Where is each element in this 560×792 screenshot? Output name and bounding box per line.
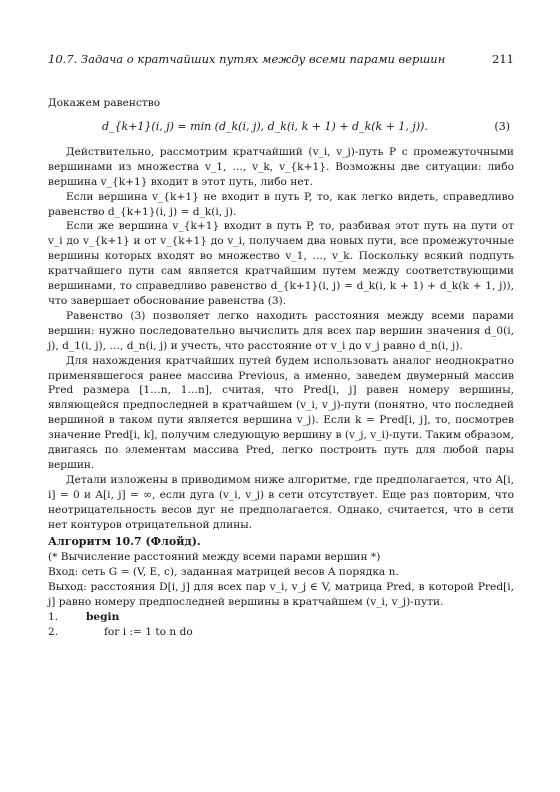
algorithm-comment: (* Вычисление расстояний между всеми парами вершин *): [48, 551, 381, 564]
algorithm-title: Алгоритм 10.7 (Флойд).: [48, 535, 201, 549]
running-header: [48, 52, 514, 72]
page-number: 211: [492, 52, 514, 66]
equation-formula: d_{k+1}(i, j) = min (d_k(i, j), d_k(i, k + 1) + d_k(k + 1, j)).: [102, 119, 428, 133]
equation-number: (3): [494, 119, 510, 133]
code-line: [48, 625, 514, 640]
intro-line: Докажем равенство: [48, 97, 161, 109]
section-title: 10.7. Задача о кратчайших путях между всеми парами вершин: [48, 52, 446, 66]
paragraph-case-2: Если же вершина v_{k+1} входит в путь P, то, разбивая этот путь на пути от v_i до v_{k+1} и от v_{k+1} до v_i, получаем два новых пути, все промежуточные вершины которых входят во множество v_1, …, v_k. Поскольку всякий подпуть кратчайшего пути сам является кратчайшим путем между соответствующими вершинами, то справедливо равенство d_{k+1}(i, j) = d_k(i, k + 1) + d_k(k + 1, j)), что завершает обоснование равенства (3).: [48, 220, 514, 307]
code-line-number: 1.: [48, 611, 59, 623]
code-line-text: begin: [86, 611, 120, 623]
code-line-text: for i := 1 to n do: [104, 626, 193, 638]
code-line-number: 2.: [48, 626, 59, 638]
algorithm-output: Выход: расстояния D[i, j] для всех пар v_i, v_j ∈ V, матрица Pred, в которой Pred[i, j] равно номеру предпоследней вершины в кратчайшем (v_i, v_j)-пути.: [48, 581, 514, 609]
paragraph-pred-array: Для нахождения кратчайших путей будем использовать аналог неоднократно применявшегося ранее массива Previous, а именно, заведем двумерный массив Pred размера [1…n, 1…n], считая, что Pred[i, j] равен номеру вершины, являющейся предпоследней в кратчайшем (v_i, v_j)-пути (понятно, что последней вершиной в таком пути является вершина v_j). Если k = Pred[i, j], то, посмотрев значение Pred[i, k], получим следующую вершину в (v_j, v_i)-пути. Таким образом, двигаясь по элементам массива Pred, легко построить путь для любой пары вершин.: [48, 354, 514, 471]
paragraph-consequence: Равенство (3) позволяет легко находить расстояния между всеми парами вершин: нужно последовательно вычислить для всех пар вершин значения d_0(i, j), d_1(i, j), …, d_n(i, j) и учесть, что расстояние от v_i до v_j равно d_n(i, j).: [48, 309, 514, 352]
equation-3: [48, 111, 514, 145]
paragraph-case-1: Если вершина v_{k+1} не входит в путь P, то, как легко видеть, справедливо равенство d_{k+1}(i, j) = d_k(i, j).: [48, 190, 514, 218]
paragraph-proof: Действительно, рассмотрим кратчайший (v_i, v_j)-путь P с промежуточными вершинами из множества v_1, …, v_k, v_{k+1}. Возможны две ситуации: либо вершина v_{k+1} входит в этот путь, либо нет.: [48, 145, 514, 188]
page-body: [48, 96, 514, 640]
code-line: [48, 610, 514, 625]
paragraph-details: Детали изложены в приводимом ниже алгоритме, где предполагается, что A[i, i] = 0 и A[i, j] = ∞, если дуга (v_i, v_j) в сети отсутствует. Еще раз повторим, что неотрицательность весов дуг не предполагается. Однако, считается, что в сети нет контуров отрицательной длины.: [48, 473, 514, 531]
algorithm-input: Вход: сеть G = (V, E, c), заданная матрицей весов A порядка n.: [48, 566, 399, 579]
